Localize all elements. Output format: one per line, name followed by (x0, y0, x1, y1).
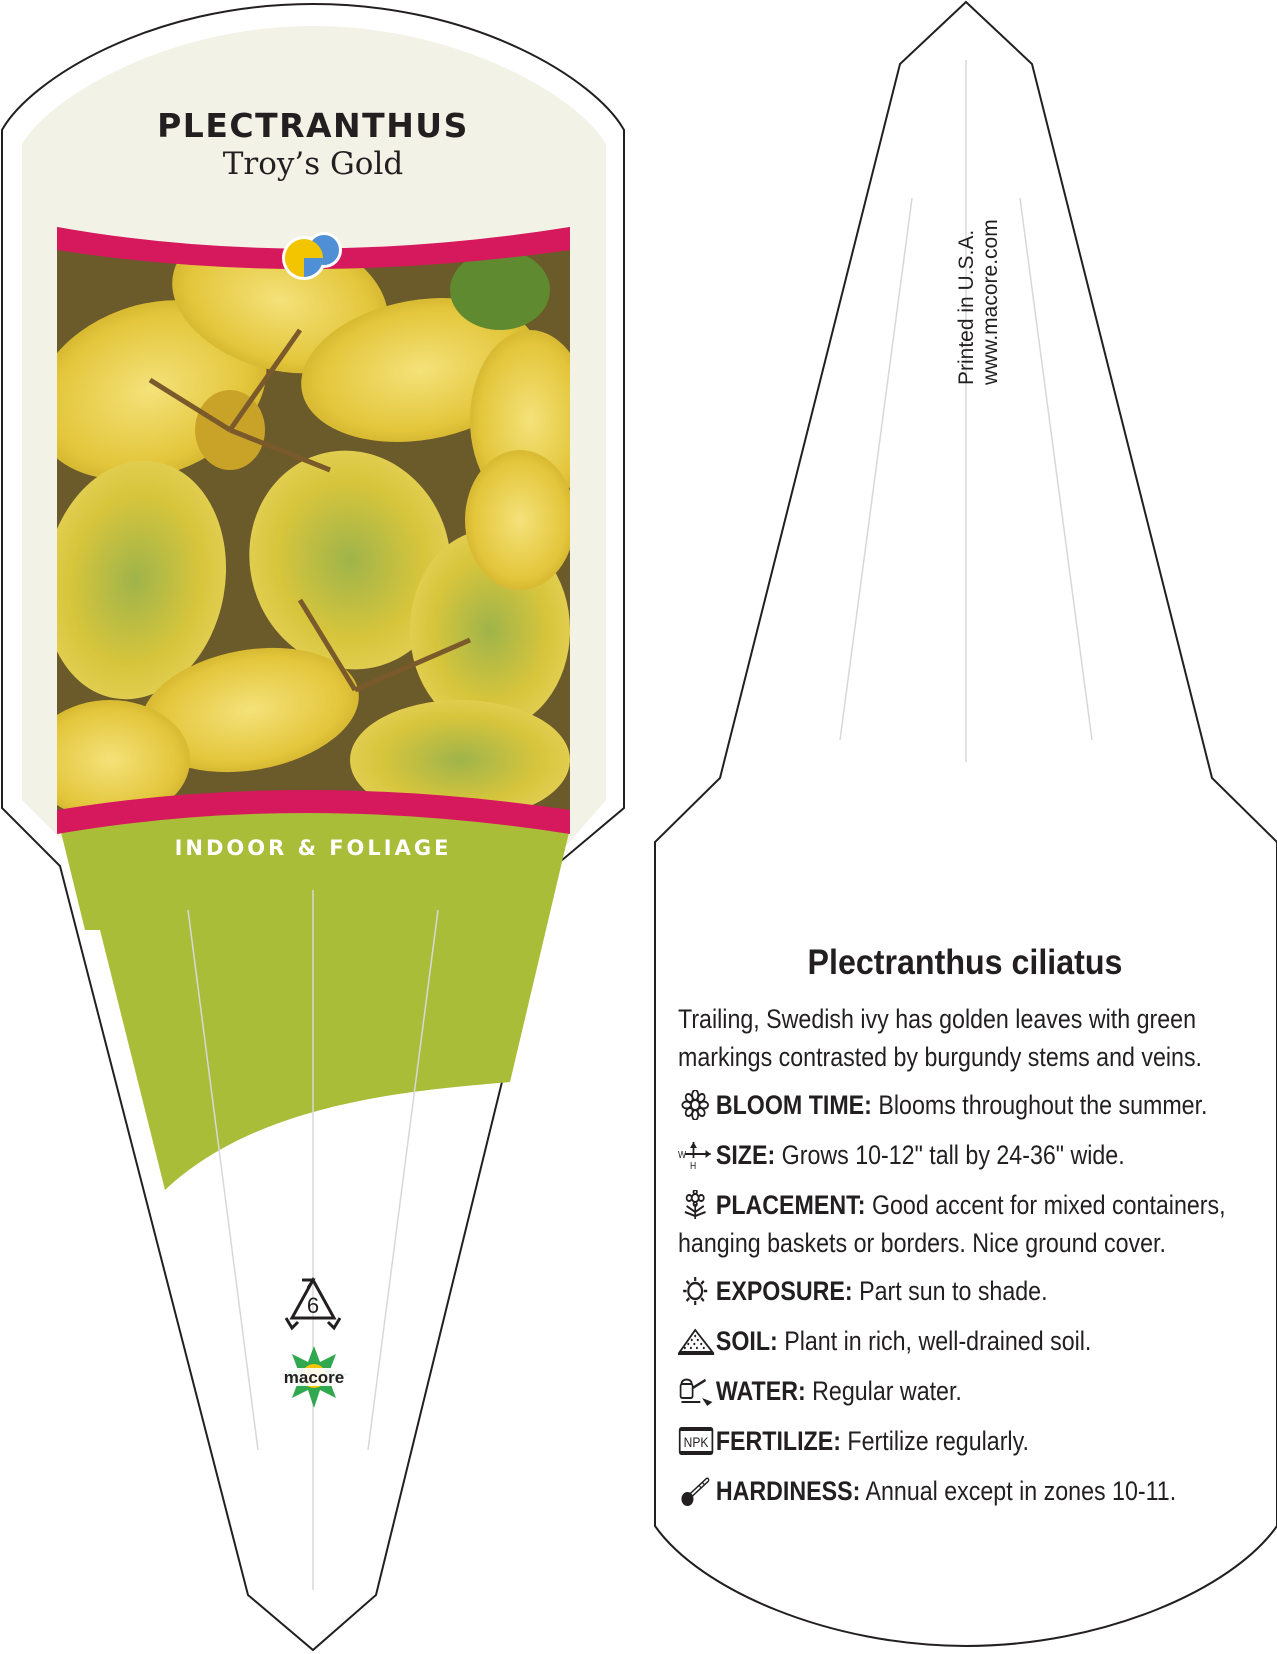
care-text: Grows 10-12" tall by 24-36" wide. (781, 1140, 1125, 1170)
care-label: SOIL: (715, 1326, 778, 1356)
care-text: Good accent for mixed containers, (871, 1190, 1226, 1220)
placement-icon (678, 1190, 716, 1220)
svg-text:W: W (678, 1149, 687, 1161)
watering-can-icon (678, 1376, 716, 1406)
care-placement-line-2 (678, 1224, 1263, 1262)
size-icon (678, 1140, 716, 1170)
printed-info (955, 219, 1003, 385)
care-label: PLACEMENT: (715, 1190, 866, 1220)
care-label: FERTILIZE: (715, 1426, 841, 1456)
care-hardiness (678, 1472, 1263, 1510)
description-line-1: Trailing, Swedish ivy has golden leaves with green (678, 1004, 1197, 1034)
care-text: Annual except in zones 10-11. (865, 1476, 1177, 1506)
macore-logo-icon (270, 1344, 358, 1412)
care-label: HARDINESS: (715, 1476, 861, 1506)
care-size (678, 1136, 1263, 1174)
care-fertilize (678, 1422, 1263, 1460)
care-label: SIZE: (715, 1140, 776, 1170)
description-line-2: markings contrasted by burgundy stems and veins. (678, 1042, 1203, 1072)
npk-icon (678, 1426, 716, 1456)
macore-logo-text: macore (283, 1368, 345, 1387)
flower-icon (678, 1090, 716, 1120)
recycle-icon (282, 1276, 344, 1332)
care-bloom-time (678, 1086, 1263, 1124)
svg-text:NPK: NPK (683, 1434, 709, 1451)
care-text: Fertilize regularly. (847, 1426, 1029, 1456)
plant-title: PLECTRANTHUS (157, 106, 469, 145)
care-info (678, 1000, 1238, 1506)
care-text: Regular water. (812, 1376, 962, 1406)
care-soil (678, 1322, 1263, 1360)
recycle-number: 6 (306, 1293, 320, 1318)
care-label: EXPOSURE: (715, 1276, 853, 1306)
color-dots-logo (272, 228, 352, 284)
care-text: Part sun to shade. (859, 1276, 1048, 1306)
thermometer-icon (678, 1476, 716, 1506)
soil-icon (678, 1326, 716, 1356)
scientific-name: Plectranthus ciliatus (807, 943, 1123, 982)
care-text: Blooms throughout the summer. (878, 1090, 1208, 1120)
care-label: WATER: (715, 1376, 806, 1406)
plant-variety: Troy’s Gold (222, 146, 404, 182)
care-water (678, 1372, 1263, 1410)
description (678, 1000, 1246, 1076)
svg-text:H: H (690, 1160, 697, 1170)
sun-icon (678, 1276, 716, 1306)
care-placement (678, 1186, 1263, 1224)
care-text: Plant in rich, well-drained soil. (784, 1326, 1092, 1356)
care-label: BLOOM TIME: (715, 1090, 872, 1120)
plant-photo (8, 204, 590, 835)
printed-in-usa: Printed in U.S.A. (955, 229, 978, 385)
category-label: INDOOR & FOLIAGE (174, 836, 452, 860)
care-exposure (678, 1272, 1263, 1310)
website-url: www.macore.com (979, 219, 1002, 385)
care-text: hanging baskets or borders. Nice ground cover. (678, 1228, 1166, 1258)
